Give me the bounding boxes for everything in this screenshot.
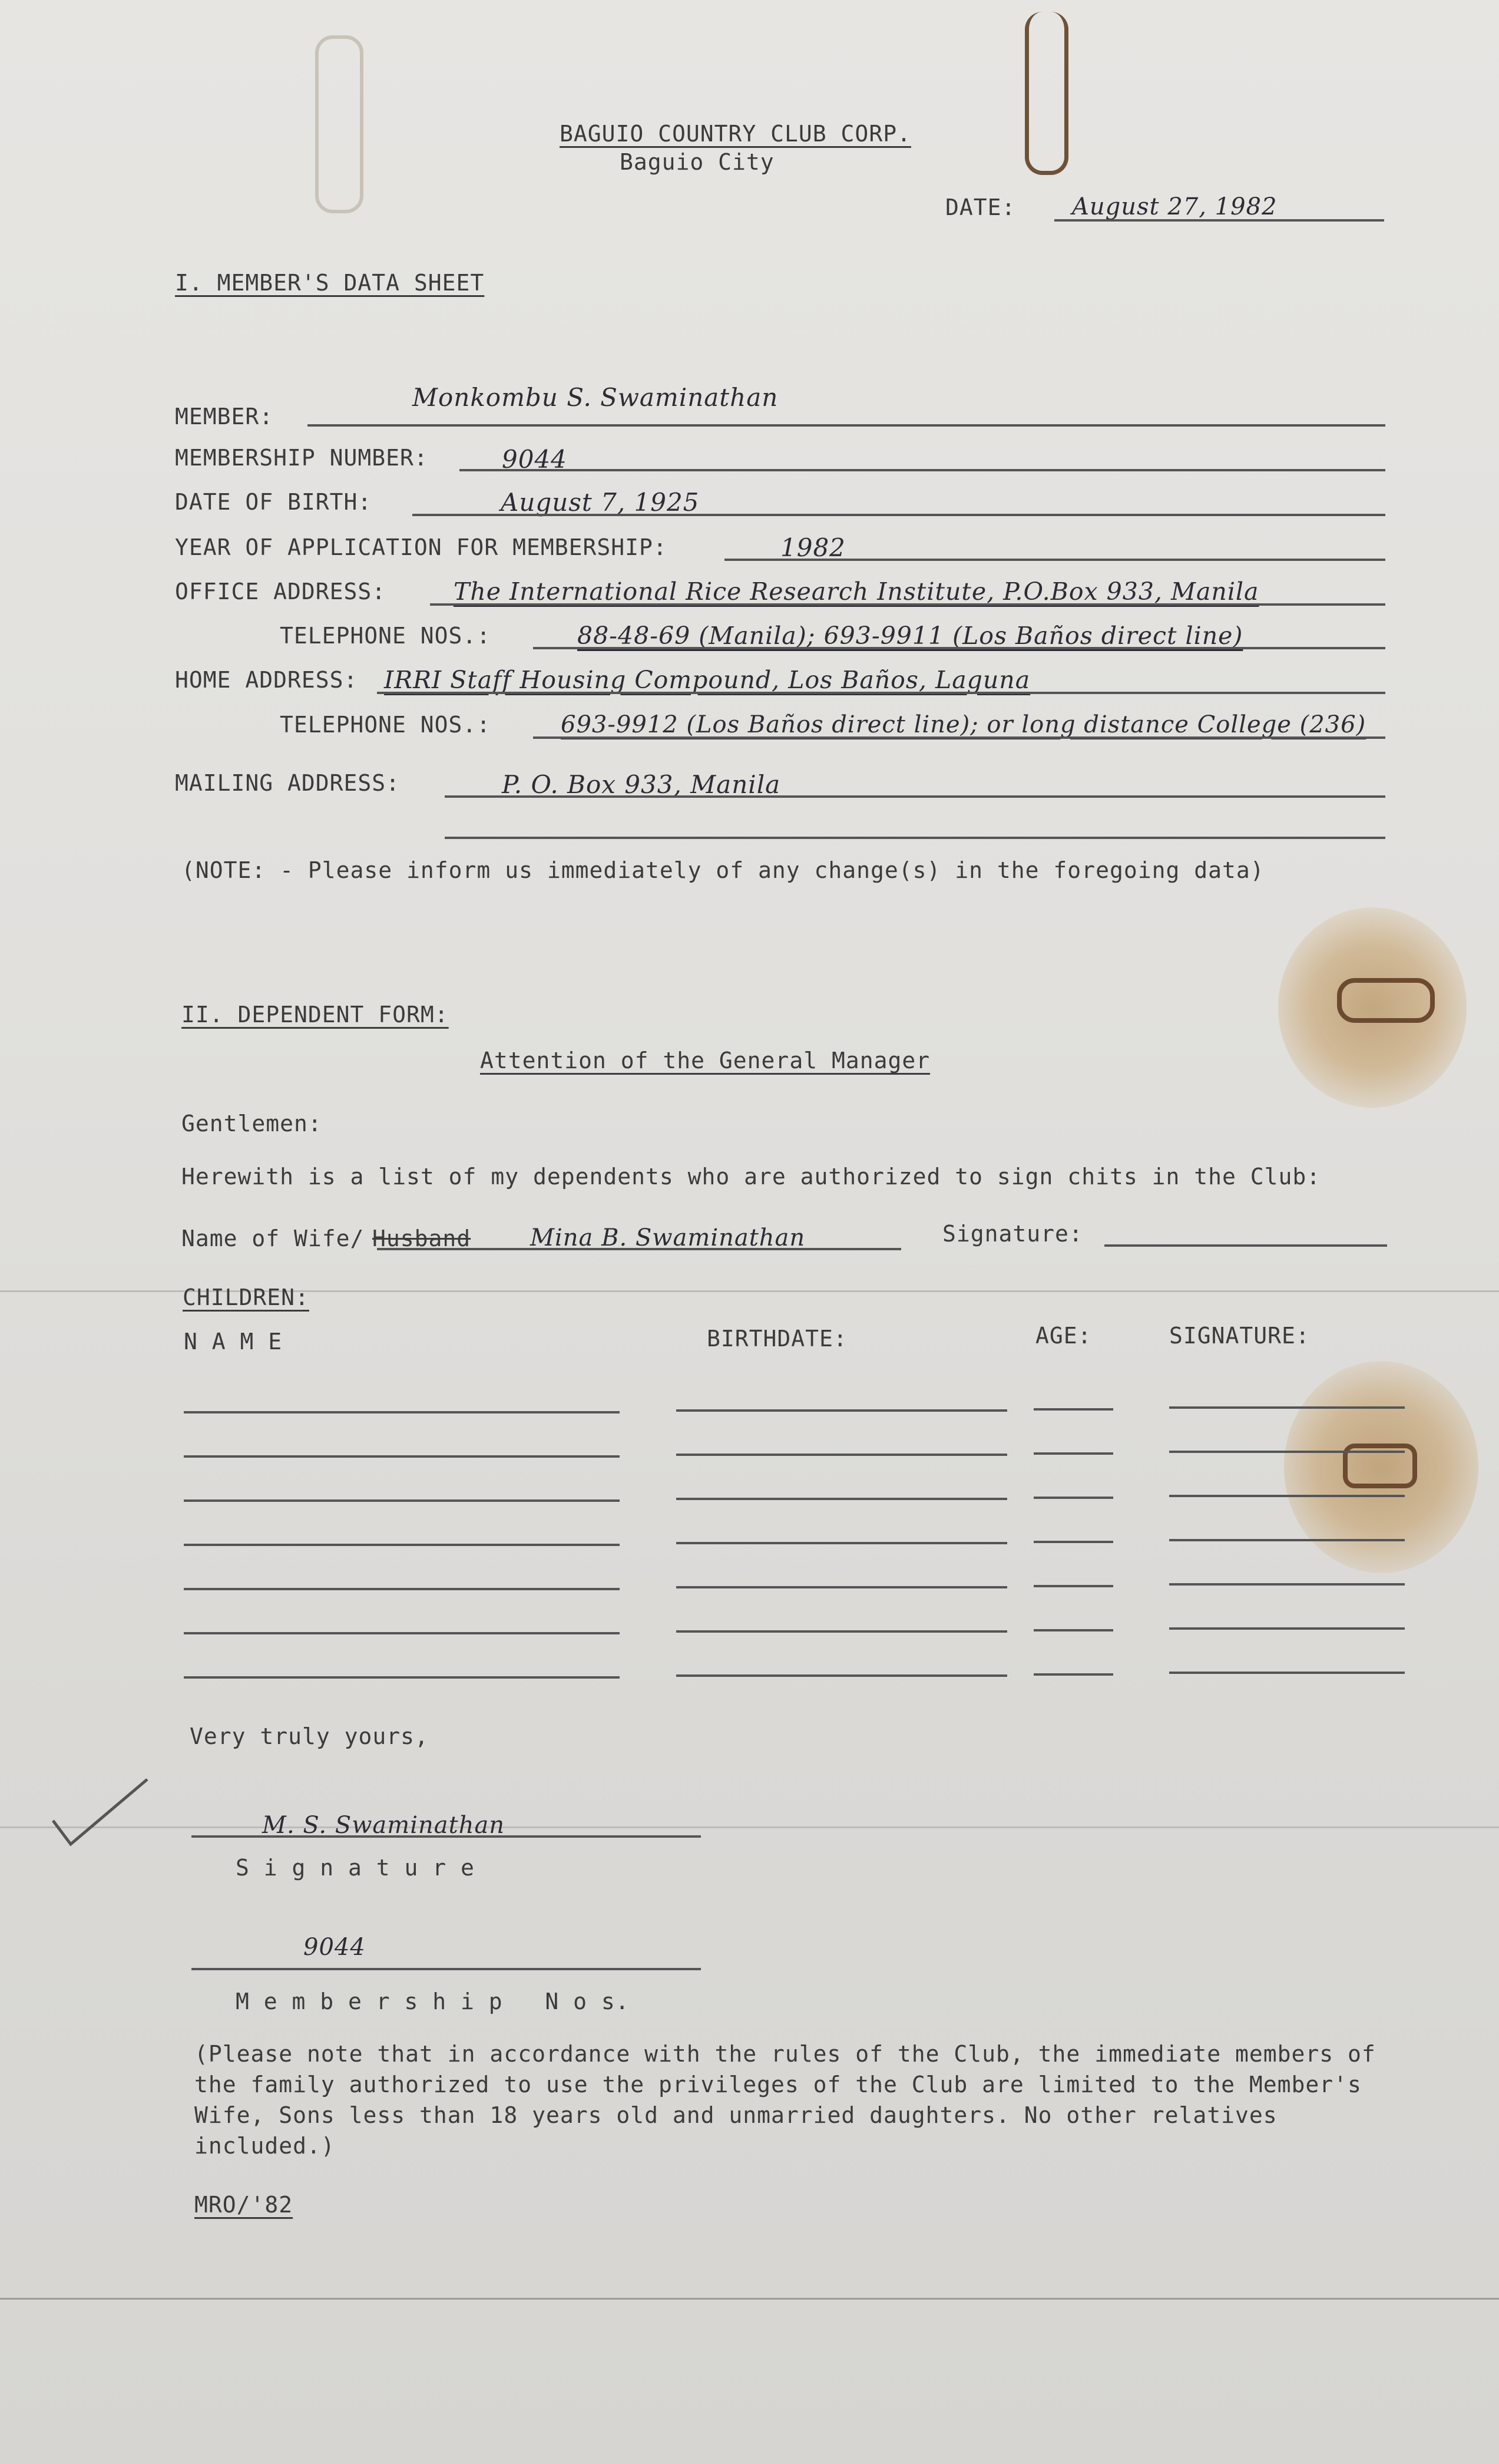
date-value: August 27, 1982 bbox=[1072, 193, 1278, 220]
membership-nos-value: 9044 bbox=[303, 1934, 366, 1961]
member-label: MEMBER: bbox=[175, 404, 274, 430]
paper-fold bbox=[0, 1826, 1499, 1828]
home-line bbox=[377, 692, 1385, 694]
mailing-label: MAILING ADDRESS: bbox=[175, 770, 401, 796]
home-tel-value: 693-9912 (Los Baños direct line); or long distance College (236) bbox=[561, 711, 1366, 738]
wife-label: Name of Wife/ bbox=[181, 1226, 365, 1251]
valediction: Very truly yours, bbox=[190, 1723, 429, 1749]
mailing-line-2 bbox=[445, 837, 1385, 839]
signature-caption: S i g n a t u r e bbox=[236, 1855, 475, 1881]
year-app-value: 1982 bbox=[780, 533, 846, 562]
home-tel-label: TELEPHONE NOS.: bbox=[280, 712, 491, 738]
signed-name: M. S. Swaminathan bbox=[262, 1812, 505, 1839]
home-value: IRRI Staff Housing Compound, Los Baños, Laguna bbox=[384, 666, 1031, 694]
dob-value: August 7, 1925 bbox=[501, 488, 700, 517]
membership-number-label: MEMBERSHIP NUMBER: bbox=[175, 445, 428, 471]
footnote: (Please note that in accordance with the rules of the Club, the immediate members of the family authorized to use the privileges of the Club are limited to the Member's Wife, Sons less than 18 years old and unmarried daughters. No other relatives included.) bbox=[194, 2041, 1376, 2159]
org-city: Baguio City bbox=[620, 149, 775, 175]
col-birthdate: BIRTHDATE: bbox=[707, 1326, 848, 1352]
org-name: BAGUIO COUNTRY CLUB CORP. bbox=[560, 121, 911, 147]
salutation: Gentlemen: bbox=[181, 1111, 322, 1137]
mailing-line bbox=[445, 795, 1385, 798]
member-value: Monkombu S. Swaminathan bbox=[412, 383, 779, 412]
membership-number-value: 9044 bbox=[502, 445, 567, 474]
section1-title: I. MEMBER'S DATA SHEET bbox=[175, 270, 485, 296]
signature-line bbox=[191, 1835, 701, 1838]
membership-nos-line bbox=[191, 1968, 701, 1970]
year-app-line bbox=[724, 559, 1385, 561]
paper-fold bbox=[0, 2298, 1499, 2300]
col-signature: SIGNATURE: bbox=[1169, 1323, 1310, 1349]
dependents-intro: Herewith is a list of my dependents who are authorized to sign chits in the Club: bbox=[181, 1164, 1321, 1190]
staple-mark bbox=[1337, 978, 1435, 1023]
paperclip-mark bbox=[315, 35, 363, 213]
home-tel-line bbox=[533, 736, 1385, 739]
office-tel-line bbox=[533, 647, 1385, 649]
section2-title: II. DEPENDENT FORM: bbox=[181, 1002, 449, 1028]
dob-line bbox=[412, 514, 1385, 516]
year-app-label: YEAR OF APPLICATION FOR MEMBERSHIP: bbox=[175, 534, 667, 560]
wife-line bbox=[377, 1248, 901, 1250]
col-name: N A M E bbox=[184, 1329, 283, 1355]
col-age: AGE: bbox=[1035, 1323, 1092, 1349]
office-tel-label: TELEPHONE NOS.: bbox=[280, 623, 491, 649]
office-line bbox=[430, 603, 1385, 606]
dob-label: DATE OF BIRTH: bbox=[175, 489, 372, 515]
paperclip-mark bbox=[1025, 12, 1068, 175]
data-note: (NOTE: - Please inform us immediately of any change(s) in the foregoing data) bbox=[181, 857, 1265, 883]
office-tel-value: 88-48-69 (Manila); 693-9911 (Los Baños direct line) bbox=[577, 622, 1243, 650]
home-label: HOME ADDRESS: bbox=[175, 667, 358, 693]
membership-nos-caption: M e m b e r s h i p N o s. bbox=[236, 1989, 630, 2014]
member-line bbox=[307, 424, 1385, 427]
form-code: MRO/'82 bbox=[194, 2192, 293, 2218]
attention-line: Attention of the General Manager bbox=[480, 1048, 931, 1074]
checkmark-icon bbox=[47, 1768, 153, 1850]
wife-signature-label: Signature: bbox=[942, 1221, 1083, 1247]
wife-label-struck: Husband bbox=[372, 1226, 471, 1251]
office-value: The International Rice Research Institute, P.O.Box 933, Manila bbox=[454, 577, 1259, 606]
membership-number-line bbox=[459, 469, 1385, 471]
date-line bbox=[1054, 219, 1384, 222]
children-label: CHILDREN: bbox=[183, 1284, 309, 1310]
wife-signature-line bbox=[1104, 1244, 1387, 1247]
office-label: OFFICE ADDRESS: bbox=[175, 579, 386, 605]
date-label: DATE: bbox=[945, 194, 1016, 220]
wife-value: Mina B. Swaminathan bbox=[530, 1224, 806, 1251]
mailing-value: P. O. Box 933, Manila bbox=[502, 770, 781, 799]
